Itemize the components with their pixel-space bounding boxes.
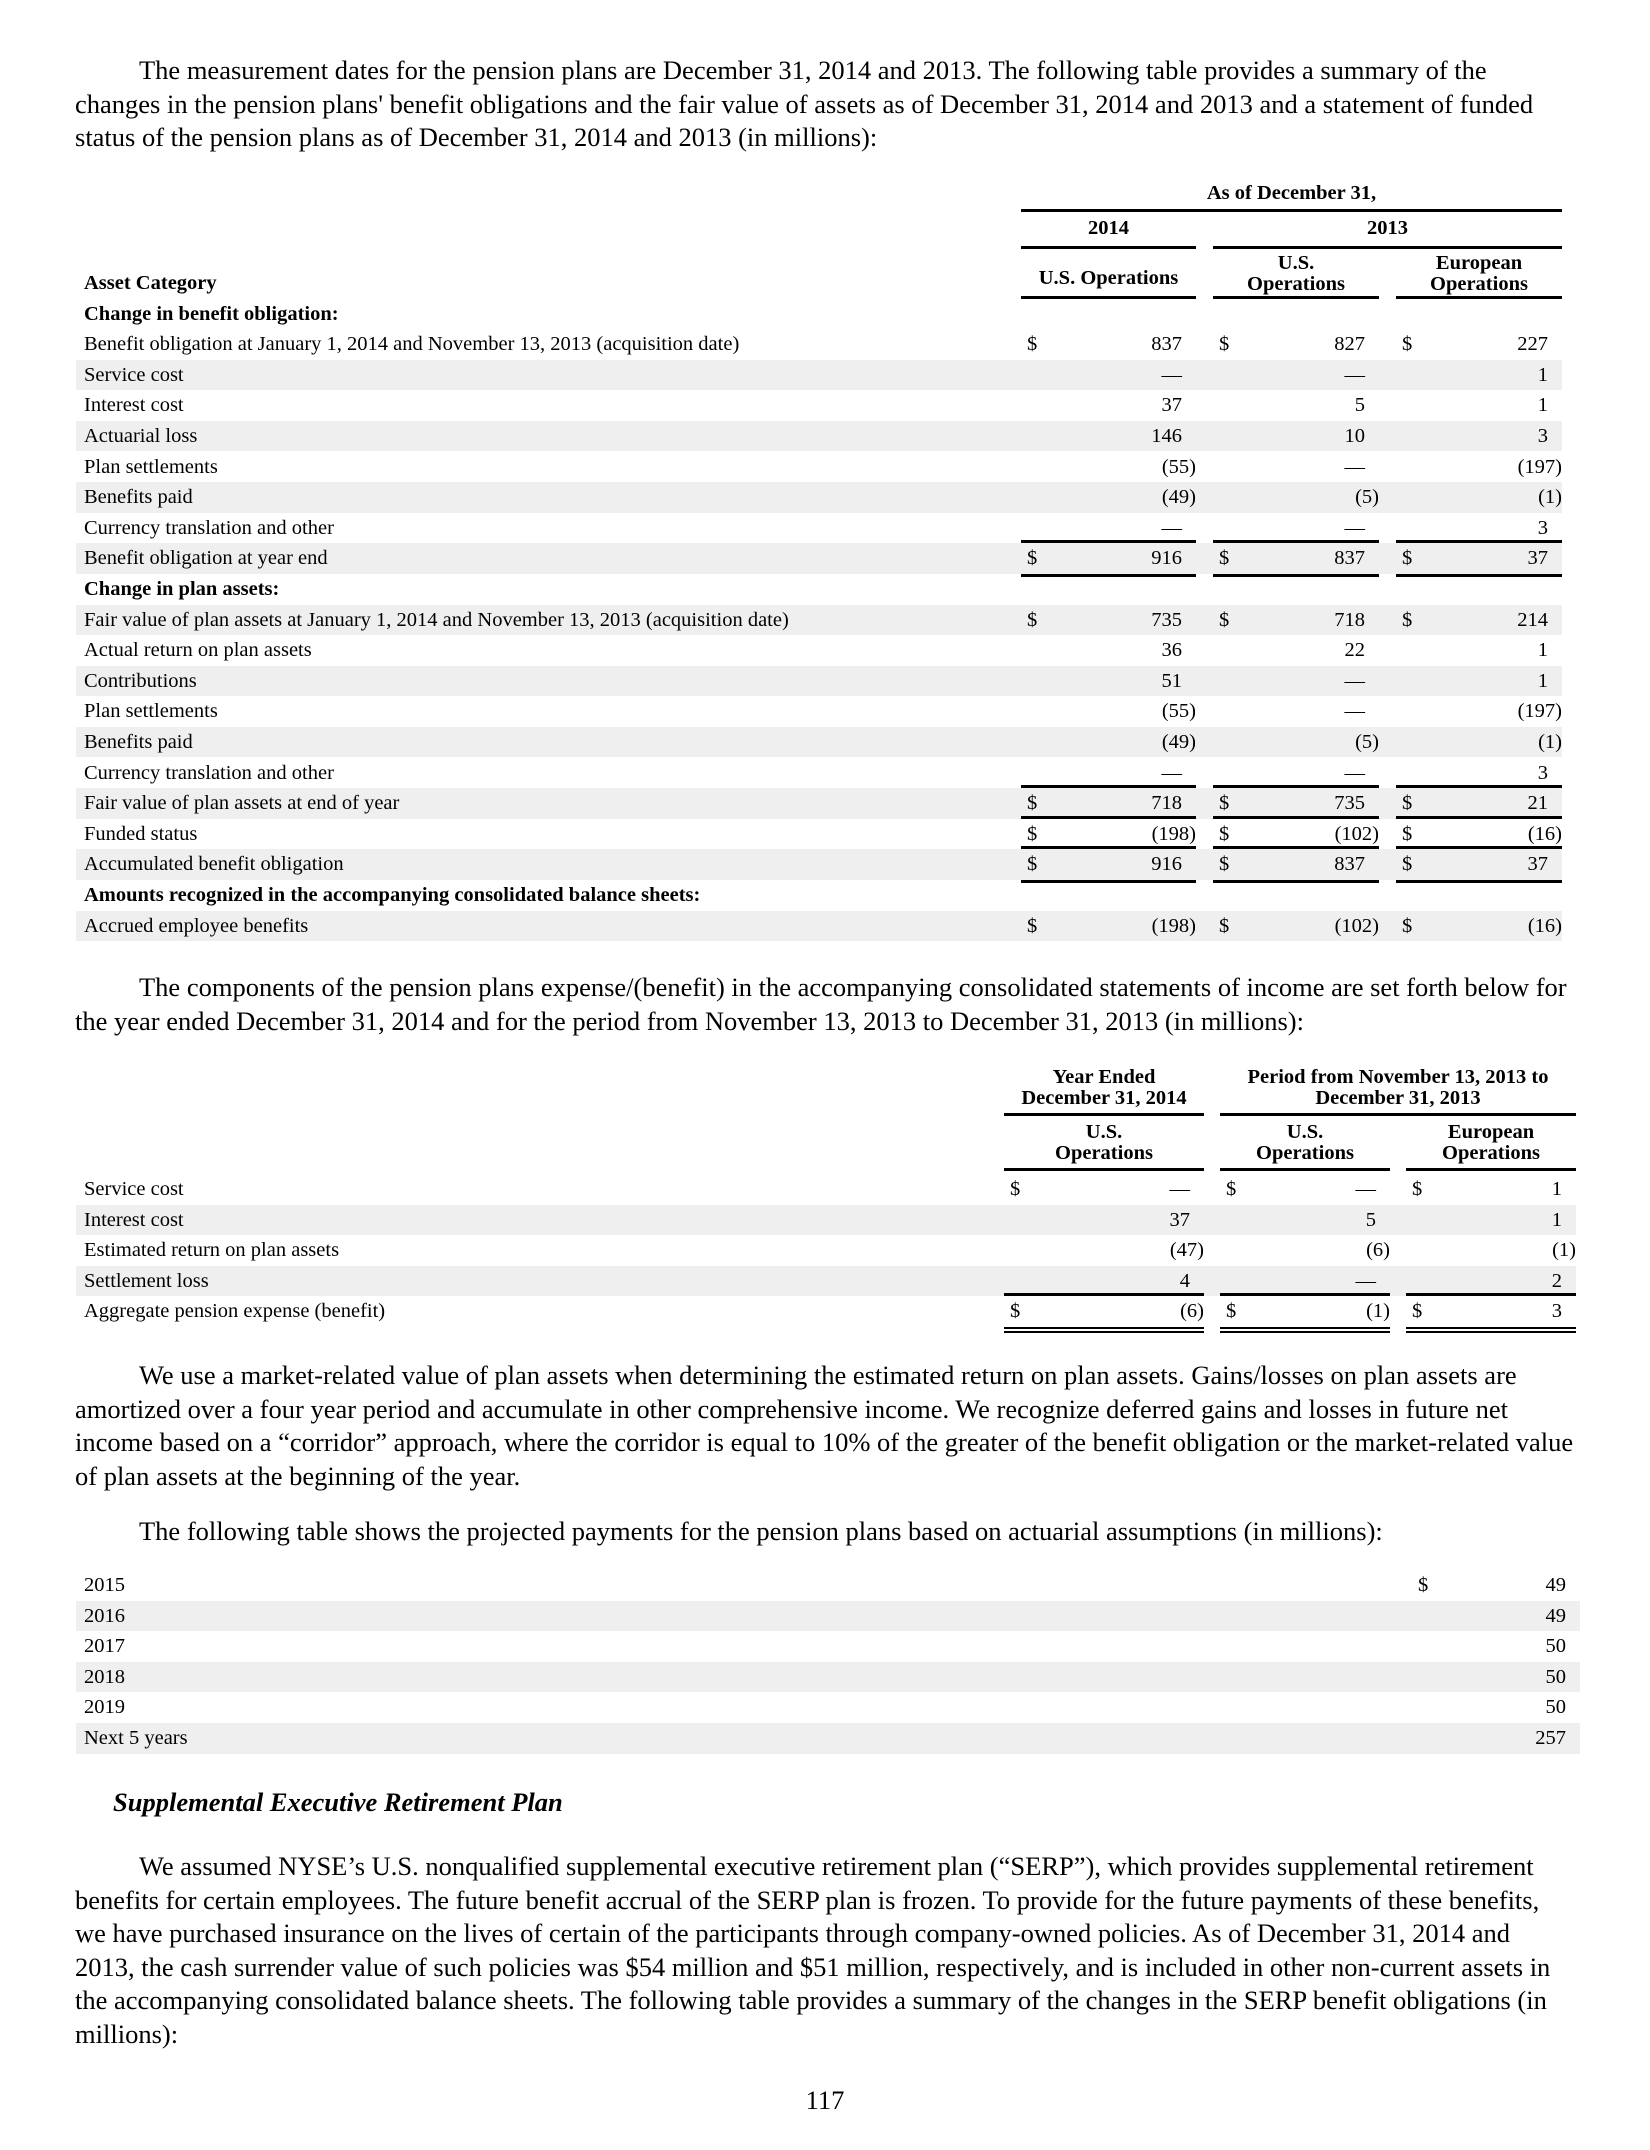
cell-value: — (1344, 669, 1365, 692)
table-row (76, 299, 1562, 330)
cell-value: 50 (1545, 1635, 1566, 1658)
value-cell (1396, 605, 1562, 636)
row-label: Accrued employee benefits (84, 914, 309, 937)
cell-value: 1 (1537, 363, 1548, 386)
table-row (76, 1174, 1576, 1205)
components-paragraph: The components of the pension plans expense/(benefit) in the accompanying consolidated statements of income are set forth below for the year ended December 31, 2014 and for the period from November 13, 2013 to December 31, 2013 (in millions): (75, 972, 1567, 1036)
row-label: 2018 (84, 1665, 125, 1688)
currency-symbol: $ (1226, 1300, 1237, 1323)
cell-value: — (1344, 761, 1365, 784)
cell-value: 916 (1151, 547, 1182, 570)
row-label: Aggregate pension expense (benefit) (84, 1300, 386, 1323)
table2-col1-rule (1004, 1168, 1204, 1171)
currency-symbol: $ (1402, 822, 1413, 845)
cell-value: 735 (1151, 608, 1182, 631)
cell-value: (6) (1366, 1239, 1390, 1262)
cell-value: (55) (1161, 700, 1196, 723)
table2-right-rule (1220, 1113, 1576, 1116)
value-cell (1021, 816, 1196, 850)
cell-value: (1) (1538, 730, 1562, 753)
projected-payments-paragraph: The following table shows the projected payments for the pension plans based on actuarial assumptions (in millions): (139, 1516, 1383, 1546)
table-row (76, 574, 1562, 605)
cell-value: 1 (1551, 1208, 1562, 1231)
table2-col-header-3: European Operations (1442, 1121, 1540, 1164)
cell-value: (102) (1334, 822, 1379, 845)
cell-value: (5) (1355, 486, 1379, 509)
section-label: Change in benefit obligation: (84, 302, 339, 325)
row-label: Actuarial loss (84, 424, 198, 447)
cell-value: — (1344, 455, 1365, 478)
value-cell (1406, 1293, 1576, 1333)
cell-value: (198) (1151, 822, 1196, 845)
cell-value: 3 (1551, 1300, 1562, 1323)
row-label: 2017 (84, 1635, 125, 1658)
row-label: Benefit obligation at January 1, 2014 and November 13, 2013 (acquisition date) (84, 333, 740, 356)
cell-value: (49) (1161, 486, 1196, 509)
row-label: Service cost (84, 363, 184, 386)
cell-value: 3 (1537, 516, 1548, 539)
value-cell (1021, 758, 1196, 789)
value-cell (1396, 816, 1562, 850)
market-related-paragraph: We use a market-related value of plan assets when determining the estimated return on plan assets. Gains/losses on plan assets are amortized over a four year period and accumulate in other comprehensive income. We recognize deferred gains and losses in future net income based on a “corridor” approach, where the corridor is equal to 10% of the greater of the benefit obligation or the market-related value of plan assets at the beginning of the year. (75, 1360, 1574, 1491)
value-cell (1220, 1205, 1390, 1236)
page-number: 117 (805, 2085, 845, 2115)
currency-symbol: $ (1027, 792, 1038, 815)
row-label: Benefit obligation at year end (84, 547, 328, 570)
value-cell (1396, 421, 1562, 452)
cell-value: 257 (1535, 1727, 1566, 1749)
cell-value: 214 (1517, 608, 1548, 631)
value-cell (1021, 421, 1196, 452)
value-cell (1213, 666, 1379, 697)
currency-symbol: $ (1412, 1300, 1423, 1323)
cell-value: 3 (1537, 424, 1548, 447)
value-cell (1021, 329, 1196, 360)
value-cell (1396, 329, 1562, 360)
value-cell (1004, 1266, 1204, 1297)
table-row (76, 727, 1562, 758)
row-label: 2015 (84, 1574, 125, 1596)
cell-value: 5 (1354, 394, 1365, 417)
cell-value: — (1161, 363, 1182, 386)
table2-col2-rule (1220, 1168, 1390, 1171)
cell-value: 37 (1161, 394, 1182, 417)
row-label: Benefits paid (84, 486, 193, 509)
value-cell (1021, 605, 1196, 636)
table-row (76, 880, 1562, 911)
cell-value: (1) (1366, 1300, 1390, 1323)
table-row (76, 1723, 1580, 1754)
value-cell (1406, 1266, 1576, 1297)
cell-value: 1 (1537, 394, 1548, 417)
value-cell (1213, 421, 1379, 452)
cell-value: 837 (1151, 333, 1182, 356)
currency-symbol: $ (1219, 547, 1230, 570)
table-row (76, 1570, 1580, 1601)
cell-value: 4 (1179, 1269, 1190, 1292)
cell-value: 146 (1151, 424, 1182, 447)
cell-value: 50 (1545, 1665, 1566, 1688)
currency-symbol: $ (1402, 914, 1413, 937)
value-cell (1021, 727, 1196, 758)
cell-value: — (1169, 1178, 1190, 1200)
table-row (76, 666, 1562, 697)
table1-col-header-2: U.S. Operations (1247, 252, 1345, 295)
value-cell (1396, 452, 1562, 483)
cell-value: (102) (1334, 914, 1379, 937)
value-cell (1213, 816, 1379, 850)
currency-symbol: $ (1219, 333, 1230, 356)
row-label: Currency translation and other (84, 516, 334, 539)
currency-symbol: $ (1027, 547, 1038, 570)
table-row (76, 911, 1562, 942)
cell-value: 837 (1334, 547, 1365, 570)
currency-symbol: $ (1219, 853, 1230, 876)
value-cell (1396, 727, 1562, 758)
value-cell (1396, 482, 1562, 513)
cell-value: — (1161, 761, 1182, 784)
cell-value: (55) (1161, 455, 1196, 478)
currency-symbol: $ (1219, 608, 1230, 631)
cell-value: 837 (1334, 853, 1365, 876)
cell-value: 1 (1551, 1178, 1562, 1200)
table-row (76, 1601, 1580, 1632)
section-label: Change in plan assets: (84, 577, 280, 600)
value-cell (1213, 482, 1379, 513)
cell-value: 227 (1517, 333, 1548, 356)
table-row (76, 1631, 1580, 1662)
value-cell (1021, 666, 1196, 697)
table-row (76, 1266, 1576, 1297)
currency-symbol: $ (1219, 914, 1230, 937)
table-row (76, 1692, 1580, 1723)
value-cell (1220, 1235, 1390, 1266)
row-label: Currency translation and other (84, 761, 334, 784)
currency-symbol: $ (1402, 333, 1413, 356)
value-cell (1396, 513, 1562, 544)
currency-symbol: $ (1402, 792, 1413, 815)
cell-value: — (1344, 700, 1365, 723)
currency-symbol: $ (1027, 608, 1038, 631)
table1-row-header: Asset Category (84, 272, 217, 294)
cell-value: 3 (1537, 761, 1548, 784)
value-cell (1021, 360, 1196, 391)
value-cell (1213, 513, 1379, 544)
row-label: Actual return on plan assets (84, 639, 312, 662)
currency-symbol: $ (1226, 1178, 1237, 1200)
table1-col-header-3: European Operations (1430, 252, 1528, 295)
cell-value: — (1355, 1178, 1376, 1200)
cell-value: (16) (1527, 822, 1562, 845)
cell-value: 718 (1334, 608, 1365, 631)
table-row (76, 635, 1562, 666)
table-row (76, 360, 1562, 391)
table-row (76, 1296, 1576, 1327)
value-cell (1406, 1235, 1576, 1266)
cell-value: 37 (1169, 1208, 1190, 1231)
value-cell (1406, 1174, 1576, 1205)
value-cell (1004, 1174, 1204, 1205)
value-cell (1396, 540, 1562, 577)
cell-value: (1) (1552, 1239, 1576, 1262)
currency-symbol: $ (1027, 853, 1038, 876)
value-cell (1396, 390, 1562, 421)
table-row (76, 421, 1562, 452)
value-cell (1021, 513, 1196, 544)
table-row (76, 543, 1562, 574)
row-label: 2016 (84, 1604, 125, 1627)
table-row (76, 1662, 1580, 1693)
value-cell (1021, 540, 1196, 577)
table2-header-period: Period from November 13, 2013 to December 31, 2013 (1247, 1066, 1549, 1109)
currency-symbol: $ (1027, 914, 1038, 937)
cell-value: 1 (1537, 669, 1548, 692)
cell-value: (47) (1169, 1239, 1204, 1262)
cell-value: (49) (1161, 730, 1196, 753)
value-cell (1021, 390, 1196, 421)
value-cell (1213, 758, 1379, 789)
value-cell (1396, 666, 1562, 697)
table-row (76, 482, 1562, 513)
table-row (76, 849, 1562, 880)
cell-value: 37 (1527, 547, 1548, 570)
cell-value: (197) (1517, 700, 1562, 723)
table-row (76, 696, 1562, 727)
value-cell (1213, 846, 1379, 883)
table2-col3-rule (1406, 1168, 1576, 1171)
value-cell (1396, 785, 1562, 819)
table1-header-rule (1021, 209, 1562, 212)
table-row (76, 452, 1562, 483)
value-cell (1396, 635, 1562, 666)
row-label: Interest cost (84, 394, 184, 417)
currency-symbol: $ (1402, 853, 1413, 876)
cell-value: (5) (1355, 730, 1379, 753)
cell-value: (6) (1180, 1300, 1204, 1323)
row-label: Interest cost (84, 1208, 184, 1231)
cell-value: — (1355, 1269, 1376, 1292)
value-cell (1213, 785, 1379, 819)
value-cell (1406, 1205, 1576, 1236)
cell-value: (16) (1527, 914, 1562, 937)
currency-symbol: $ (1027, 333, 1038, 356)
table2-col-header-2: U.S. Operations (1256, 1121, 1354, 1164)
section-label: Amounts recognized in the accompanying consolidated balance sheets: (84, 883, 701, 906)
cell-value: — (1344, 363, 1365, 386)
table-row (76, 390, 1562, 421)
value-cell (1021, 482, 1196, 513)
row-label: Benefits paid (84, 730, 193, 753)
currency-symbol: $ (1402, 547, 1413, 570)
cell-value: 49 (1545, 1574, 1566, 1596)
table-row (76, 513, 1562, 544)
table1-year-2014: 2014 (1088, 217, 1129, 239)
currency-symbol: $ (1010, 1178, 1021, 1200)
row-label: Settlement loss (84, 1269, 209, 1292)
value-cell (1021, 911, 1196, 942)
value-cell (1004, 1293, 1204, 1333)
cell-value: 22 (1344, 639, 1365, 662)
value-cell (1004, 1205, 1204, 1236)
value-cell (1021, 696, 1196, 727)
currency-symbol: $ (1027, 822, 1038, 845)
cell-value: — (1161, 516, 1182, 539)
row-label: Contributions (84, 669, 197, 692)
currency-symbol: $ (1010, 1300, 1021, 1323)
row-label: Funded status (84, 822, 198, 845)
value-cell (1220, 1266, 1390, 1297)
row-label: Estimated return on plan assets (84, 1239, 340, 1262)
table-row (76, 788, 1562, 819)
value-cell (1021, 846, 1196, 883)
table2-left-rule (1004, 1113, 1204, 1116)
row-label: 2019 (84, 1696, 125, 1719)
value-cell (1213, 360, 1379, 391)
value-cell (1396, 696, 1562, 727)
value-cell (1021, 635, 1196, 666)
cell-value: (198) (1151, 914, 1196, 937)
table1-year-2013: 2013 (1367, 217, 1408, 239)
value-cell (1213, 911, 1379, 942)
currency-symbol: $ (1418, 1574, 1429, 1596)
cell-value: 827 (1334, 333, 1365, 356)
table-row (76, 1205, 1576, 1236)
cell-value: (197) (1517, 455, 1562, 478)
table-row (76, 758, 1562, 789)
cell-value: 1 (1537, 639, 1548, 662)
currency-symbol: $ (1402, 608, 1413, 631)
cell-value: 735 (1334, 792, 1365, 815)
value-cell (1213, 696, 1379, 727)
value-cell (1213, 605, 1379, 636)
value-cell (1396, 846, 1562, 883)
value-cell (1213, 635, 1379, 666)
table-row (76, 329, 1562, 360)
value-cell (1220, 1174, 1390, 1205)
table1-2014-rule (1021, 246, 1196, 249)
table2-col-header-1: U.S. Operations (1055, 1121, 1153, 1164)
value-cell (1021, 452, 1196, 483)
value-cell (1213, 452, 1379, 483)
row-label: Service cost (84, 1178, 184, 1200)
value-cell (1220, 1293, 1390, 1333)
row-label: Plan settlements (84, 700, 218, 723)
value-cell (1021, 785, 1196, 819)
row-label: Fair value of plan assets at end of year (84, 792, 400, 815)
value-cell (1213, 329, 1379, 360)
table1-2013-rule (1213, 246, 1562, 249)
table1-super-header: As of December 31, (1206, 182, 1377, 204)
currency-symbol: $ (1412, 1178, 1423, 1200)
cell-value: 21 (1527, 792, 1548, 815)
row-label: Next 5 years (84, 1727, 188, 1749)
row-label: Plan settlements (84, 455, 218, 478)
cell-value: 51 (1161, 669, 1182, 692)
cell-value: 718 (1151, 792, 1182, 815)
value-cell (1396, 360, 1562, 391)
intro-paragraph: The measurement dates for the pension plans are December 31, 2014 and 2013. The following table provides a summary of the changes in the pension plans' benefit obligations and the fair value of assets as of December 31, 2014 and 2013 and a statement of funded status of the pension plans as of December 31, 2014 and 2013 (in millions): (75, 55, 1534, 152)
currency-symbol: $ (1219, 792, 1230, 815)
table-row (76, 819, 1562, 850)
value-cell (1213, 390, 1379, 421)
cell-value: (1) (1538, 486, 1562, 509)
cell-value: 50 (1545, 1696, 1566, 1719)
cell-value: 2 (1551, 1269, 1562, 1292)
table2-header-year-ended: Year Ended December 31, 2014 (1021, 1066, 1187, 1109)
cell-value: 36 (1161, 639, 1182, 662)
cell-value: 5 (1365, 1208, 1376, 1231)
table1-col-header-1: U.S. Operations (1038, 267, 1179, 289)
cell-value: 37 (1527, 853, 1548, 876)
value-cell (1396, 758, 1562, 789)
row-label: Accumulated benefit obligation (84, 853, 344, 876)
table-row (76, 605, 1562, 636)
cell-value: — (1344, 516, 1365, 539)
value-cell (1213, 540, 1379, 577)
value-cell (1004, 1235, 1204, 1266)
serp-paragraph: We assumed NYSE’s U.S. nonqualified supplemental executive retirement plan (“SERP”), which provides supplemental retirement benefits for certain employees. The future benefit accrual of the SERP plan is frozen. To provide for the future payments of these benefits, we have purchased insurance on the lives of certain of the participants through company-owned policies. As of December 31, 2014 and 2013, the cash surrender value of such policies was $54 million and $51 million, respectively, and is included in other non-current assets in the accompanying consolidated balance sheets. The following table provides a summary of the changes in the SERP benefit obligations (in millions): (75, 1851, 1551, 2049)
section-title: Supplemental Executive Retirement Plan (113, 1787, 563, 1817)
cell-value: 916 (1151, 853, 1182, 876)
row-label: Fair value of plan assets at January 1, 2014 and November 13, 2013 (acquisition date) (84, 608, 789, 631)
cell-value: 49 (1545, 1604, 1566, 1627)
value-cell (1396, 911, 1562, 942)
table-row (76, 1235, 1576, 1266)
currency-symbol: $ (1219, 822, 1230, 845)
cell-value: 10 (1344, 424, 1365, 447)
value-cell (1213, 727, 1379, 758)
